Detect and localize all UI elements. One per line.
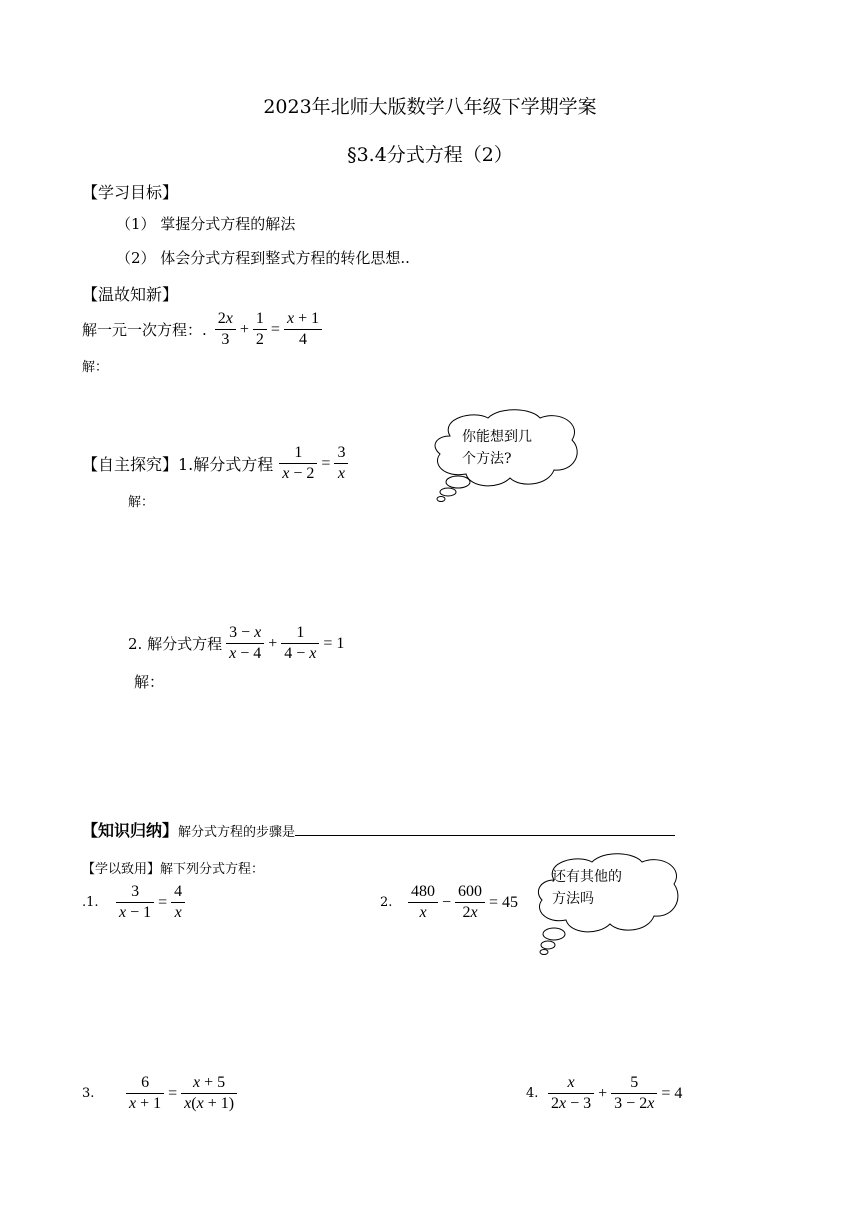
review-prompt: 解一元一次方程：.	[82, 321, 207, 339]
explore-answer-1-label: 解：	[128, 495, 155, 510]
review-heading: 【温故知新】	[82, 285, 179, 304]
problem-1	[82, 883, 187, 922]
review-equation-row	[82, 310, 324, 349]
summary-row	[82, 818, 675, 841]
review-answer-label: 解：	[82, 360, 109, 375]
objective-item-2: （2） 体会分式方程到整式方程的转化思想..	[116, 249, 410, 267]
problem-4-number: 4.	[526, 1086, 539, 1101]
review-equation: $\frac{2x}{3}$ + $\frac{1}{2}$ = $\frac{x + 1}{4}$	[213, 310, 324, 349]
explore-row-1	[82, 444, 350, 483]
problem-2-equation: $\frac{480}{x}$ − $\frac{600}{2x}$ = 45	[406, 883, 520, 922]
problem-1-equation: $\frac{3}{x - 1}$ = $\frac{4}{x}$	[114, 883, 187, 922]
summary-fill-line	[295, 821, 675, 836]
problem-4	[526, 1074, 684, 1113]
section-title: §3.4分式方程（2）	[347, 144, 513, 166]
explore-equation-2: $\frac{3 - x}{x - 4}$ + $\frac{1}{4 - x}$ = 1	[224, 624, 346, 663]
problem-1-number: .1.	[82, 895, 99, 910]
explore-row-2	[128, 624, 346, 663]
explore-equation-1: $\frac{1}{x - 2}$ = $\frac{3}{x}$	[277, 444, 350, 483]
bubble-2-line-2: 方法吗	[552, 891, 594, 907]
objective-item-1: （1） 掌握分式方程的解法	[116, 215, 296, 233]
bubble-1-line-2: 个方法?	[462, 451, 512, 467]
problem-2	[380, 883, 520, 922]
problem-3	[82, 1074, 239, 1113]
bubble-1-text	[462, 426, 532, 470]
summary-heading: 【知识归纳】	[82, 821, 179, 840]
practice-heading: 【学以致用】解下列分式方程：	[82, 862, 265, 877]
bubble-2-line-1: 还有其他的	[552, 869, 622, 885]
explore-answer-2-label: 解：	[134, 673, 165, 691]
problem-4-equation: $\frac{x}{2x - 3}$ + $\frac{5}{3 - 2x}$ = 4	[546, 1074, 684, 1113]
page-title: 2023年北师大版数学八年级下学期学案	[263, 96, 597, 118]
bubble-2-text	[552, 866, 622, 910]
problem-3-equation: $\frac{6}{x + 1}$ = $\frac{x + 5}{x(x + 1)}$	[124, 1074, 239, 1113]
objectives-heading: 【学习目标】	[82, 183, 179, 202]
explore-item-2-label: 2. 解分式方程	[128, 635, 223, 653]
bubble-1-line-1: 你能想到几	[462, 429, 532, 445]
problem-2-number: 2.	[380, 895, 393, 910]
summary-text: 解分式方程的步骤是	[178, 825, 296, 840]
explore-heading: 【自主探究】1.解分式方程	[82, 455, 274, 474]
problem-3-number: 3.	[82, 1086, 95, 1101]
